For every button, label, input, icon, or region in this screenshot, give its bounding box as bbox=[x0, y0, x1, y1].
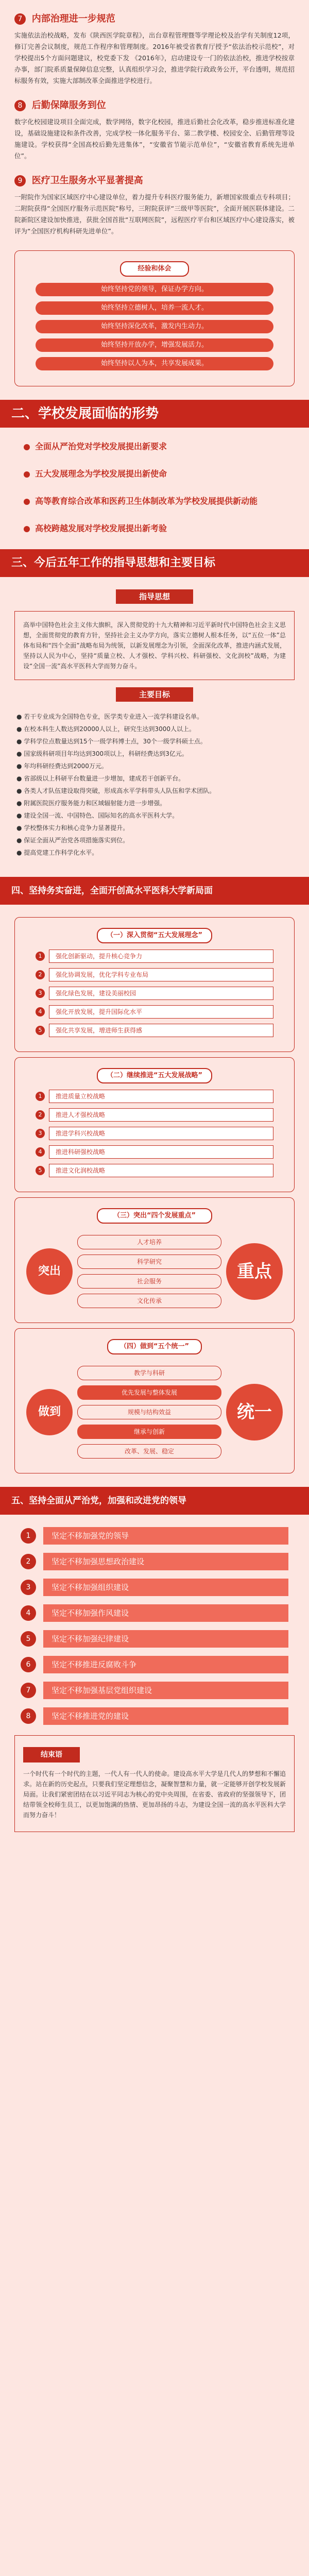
section-7 bbox=[0, 11, 309, 87]
section-banner: 五、坚持全面从严治党，加强和改进党的领导 bbox=[0, 1487, 309, 1515]
party-item: 4 坚定不移加强作风建设 bbox=[21, 1604, 288, 1622]
three-box bbox=[14, 1197, 295, 1323]
party-item: 6 坚定不移推进反腐败斗争 bbox=[21, 1656, 288, 1673]
experience-item: 始终坚持深化改革，激发内生动力。 bbox=[36, 320, 273, 333]
two-item: 2 推进人才强校战略 bbox=[36, 1108, 273, 1122]
guiding-paragraph: 高举中国特色社会主义伟大旗帜，深入贯彻党的十九大精神和习近平新时代中国特色社会主义思想，全面贯彻党的教育方针，坚持社会主义办学方向，落实立德树人根本任务，以“五位一体”总体布局和“四个全面”战略布局为统领，以新发展理念为引领，全面深化改革，推进内涵式发展，坚持以人民为中心，坚持“质量立校、人才强校、学科兴校、科研强校、文化润校”战略，为建设“全国一流”高水平医科大学而努力奋斗。 bbox=[23, 621, 286, 670]
goals-title: 主要目标 bbox=[116, 687, 193, 702]
four-title: （四）做到“五个统一” bbox=[107, 1339, 202, 1354]
experience-item: 始终坚持立德树人，培养一流人才。 bbox=[36, 301, 273, 315]
one-title: （一）深入贯彻“五大发展理念” bbox=[97, 928, 212, 943]
four-item: 规模与结构效益 bbox=[77, 1405, 221, 1419]
section-title: 医疗卫生服务水平显著提高 bbox=[31, 175, 143, 186]
goal-item: ● 保证全面从严治党各项措施落实到位。 bbox=[16, 837, 129, 844]
goal-item: ● 学校整体实力和核心竞争力显著提升。 bbox=[16, 824, 129, 832]
section-title: 内部治理进一步规范 bbox=[31, 13, 115, 24]
two-title: （二）继续推进“五大发展战略” bbox=[97, 1068, 212, 1083]
section-8 bbox=[0, 98, 309, 162]
three-title: （三）突出“四个发展重点” bbox=[97, 1208, 212, 1224]
goal-item: ● 年均科研经费达到2000万元。 bbox=[16, 762, 108, 770]
two-item: 1 推进质量立校战略 bbox=[36, 1090, 273, 1103]
one-item: 4 强化开放发展，提升国际化水平 bbox=[36, 1005, 273, 1019]
section-paragraph: 数字化校园建设项目全面完成，数学网络，数字化校园，推进后勤社会化改革，稳步推进标准化建设，基础设施建设和条件改善，完成学校一体化服务平台、第二教学楼、校园安全、后勤管理等设施建设。学校获得“全国高校后勤先进集体”，“安徽省节能示范单位”，“安徽省教育系统先进单位”。 bbox=[14, 118, 295, 160]
experience-item: 始终坚持开放办学，增强发展活力。 bbox=[36, 338, 273, 352]
four-item: 继承与创新 bbox=[77, 1425, 221, 1439]
goal-item: ● 国家级科研项目年均达到300项以上，科研经费达到3亿元。 bbox=[16, 750, 188, 757]
ending-paragraph: 一个时代有一个时代的主题，一代人有一代人的使命。建设高水平大学是几代人的梦想和不懈追求。站在新的历史起点，只要我们坚定理想信念，凝聚智慧和力量，就一定能够开创学校发展新局面。让我们紧密团结在以习近平同志为核心的党中央周围，在省委、省政府的坚强领导下，团结带领全校师生员工，以更加饱满的热情、更加昂扬的斗志，为建设全国一流的高水平医科大学而努力奋斗！ bbox=[23, 1770, 286, 1819]
section-paragraph: 实施依法治校战略，发布《陕西医学院章程》，出台章程管理暨等学理论校及治学有关制度12项，修订完善会议制度，规范工作程序和管理制度。2016年被受省教育厅授予“依法治校示范校”，对学校提出5个方面问题建议，校党委下发 《2016年》，启动建设专一门的依法治校，推进学校按章办事，部门院系质量保障信息完整，认真组织学习会，推进学院行政政务公开，平台透明，规范招标服务有效，实施大部制改革全面推进学校进行。 bbox=[14, 31, 295, 84]
one-item: 5 强化共享发展，增进师生获得感 bbox=[36, 1024, 273, 1037]
one-item: 3 强化绿色发展，建设美丽校园 bbox=[36, 987, 273, 1000]
party-list bbox=[0, 1527, 309, 1725]
three-list bbox=[77, 1230, 221, 1313]
bullet-dot-icon bbox=[24, 499, 30, 505]
goal-item: ● 若干专业成为全国特色专业，医学类专业进入一流学科建设名单。 bbox=[16, 713, 203, 720]
experience-item: 始终坚持党的领导，保证办学方向。 bbox=[36, 283, 273, 296]
guiding-box bbox=[14, 611, 295, 680]
one-box bbox=[14, 917, 295, 1052]
three-item: 人才培养 bbox=[77, 1235, 221, 1249]
four-left-circle: 做到 bbox=[26, 1389, 73, 1435]
section-banner: 四、坚持务实奋进，全面开创高水平医科大学新局面 bbox=[0, 877, 309, 905]
experience-list bbox=[36, 283, 273, 370]
three-item: 文化传承 bbox=[77, 1294, 221, 1308]
situation-item: 全面从严治党对学校发展提出新要求 bbox=[24, 440, 295, 452]
section-number: 9 bbox=[14, 175, 26, 187]
party-item: 1 坚定不移加强党的领导 bbox=[21, 1527, 288, 1545]
three-item: 科学研究 bbox=[77, 1255, 221, 1269]
four-list bbox=[77, 1361, 221, 1464]
two-item: 5 推进文化润校战略 bbox=[36, 1164, 273, 1177]
goal-item: ● 建设全国一流、中国特色、国际知名的高水平医科大学。 bbox=[16, 812, 179, 819]
experience-item: 始终坚持以人为本，共享发展成果。 bbox=[36, 357, 273, 370]
ending-box bbox=[14, 1735, 295, 1832]
infographic-page bbox=[0, 11, 309, 2576]
goals-list bbox=[0, 706, 309, 863]
guiding-title: 指导思想 bbox=[116, 589, 193, 604]
three-center-circle: 重点 bbox=[226, 1243, 283, 1300]
section-title: 后勤保障服务到位 bbox=[31, 100, 106, 111]
section-paragraph: 一附院作为国家区域医疗中心建设单位，着力提升专科医疗服务能力，新增国家级重点专科项目；二附院获得“全国医疗服务示范医院”称号，三附院获评“三级甲等医院”，全面开展医联体建设。二院新院区建设加快推进，获批全国首批“互联网医院”，远程医疗平台和区域医疗中心建设落实，被评为“全国医疗机构科研先进单位”。 bbox=[14, 193, 295, 235]
section-banner: 二、学校发展面临的形势 bbox=[0, 400, 309, 428]
goal-item: ● 附属医院医疗服务能力和区域辐射能力进一步增强。 bbox=[16, 800, 166, 807]
bullet-dot-icon bbox=[24, 526, 30, 532]
four-item: 教学与科研 bbox=[77, 1366, 221, 1380]
experience-box bbox=[14, 250, 295, 386]
two-item: 4 推进科研强校战略 bbox=[36, 1145, 273, 1159]
four-box bbox=[14, 1328, 295, 1473]
three-left-circle: 突出 bbox=[26, 1248, 73, 1295]
bullet-dot-icon bbox=[24, 444, 30, 450]
situation-list bbox=[0, 440, 309, 534]
section-number: 7 bbox=[14, 13, 26, 25]
four-item: 优先发展与整体发展 bbox=[77, 1385, 221, 1400]
one-item: 2 强化协调发展，优化学科专业布局 bbox=[36, 968, 273, 981]
two-item: 3 推进学科兴校战略 bbox=[36, 1127, 273, 1140]
section-banner: 三、今后五年工作的指导思想和主要目标 bbox=[0, 549, 309, 577]
goal-item: ● 在校本科生人数达到20000人以上，研究生达到3000人以上。 bbox=[16, 725, 196, 733]
party-item: 2 坚定不移加强思想政治建设 bbox=[21, 1553, 288, 1570]
goal-item: ● 省部级以上科研平台数量进一步增加，建成若干创新平台。 bbox=[16, 775, 185, 782]
section-number: 8 bbox=[14, 100, 26, 111]
goal-item: ● 提高党建工作科学化水平。 bbox=[16, 849, 98, 856]
section-9 bbox=[0, 173, 309, 237]
party-item: 5 坚定不移加强纪律建设 bbox=[21, 1630, 288, 1648]
situation-item: 高校跨越发展对学校发展提出新考验 bbox=[24, 522, 295, 534]
situation-item: 五大发展理念为学校发展提出新使命 bbox=[24, 467, 295, 479]
two-box bbox=[14, 1057, 295, 1192]
experience-title: 经验和体会 bbox=[120, 261, 189, 277]
party-item: 7 坚定不移加强基层党组织建设 bbox=[21, 1682, 288, 1699]
goal-item: ● 学科学位点数量达到15个一级学科博士点，30个一级学科硕士点。 bbox=[16, 738, 207, 745]
three-item: 社会服务 bbox=[77, 1274, 221, 1289]
four-center-circle: 统一 bbox=[226, 1384, 283, 1440]
situation-item: 高等教育综合改革和医药卫生体制改革为学校发展提供新动能 bbox=[24, 495, 295, 506]
bullet-dot-icon bbox=[24, 471, 30, 478]
one-item: 1 强化创新驱动，提升核心竞争力 bbox=[36, 950, 273, 963]
party-item: 3 坚定不移加强组织建设 bbox=[21, 1579, 288, 1596]
four-item: 改革、发展、稳定 bbox=[77, 1444, 221, 1459]
party-item: 8 坚定不移推进党的建设 bbox=[21, 1707, 288, 1725]
ending-title: 结束语 bbox=[23, 1747, 80, 1762]
goal-item: ● 各类人才队伍建设取得突破，形成高水平学科带头人队伍和学术团队。 bbox=[16, 787, 216, 794]
